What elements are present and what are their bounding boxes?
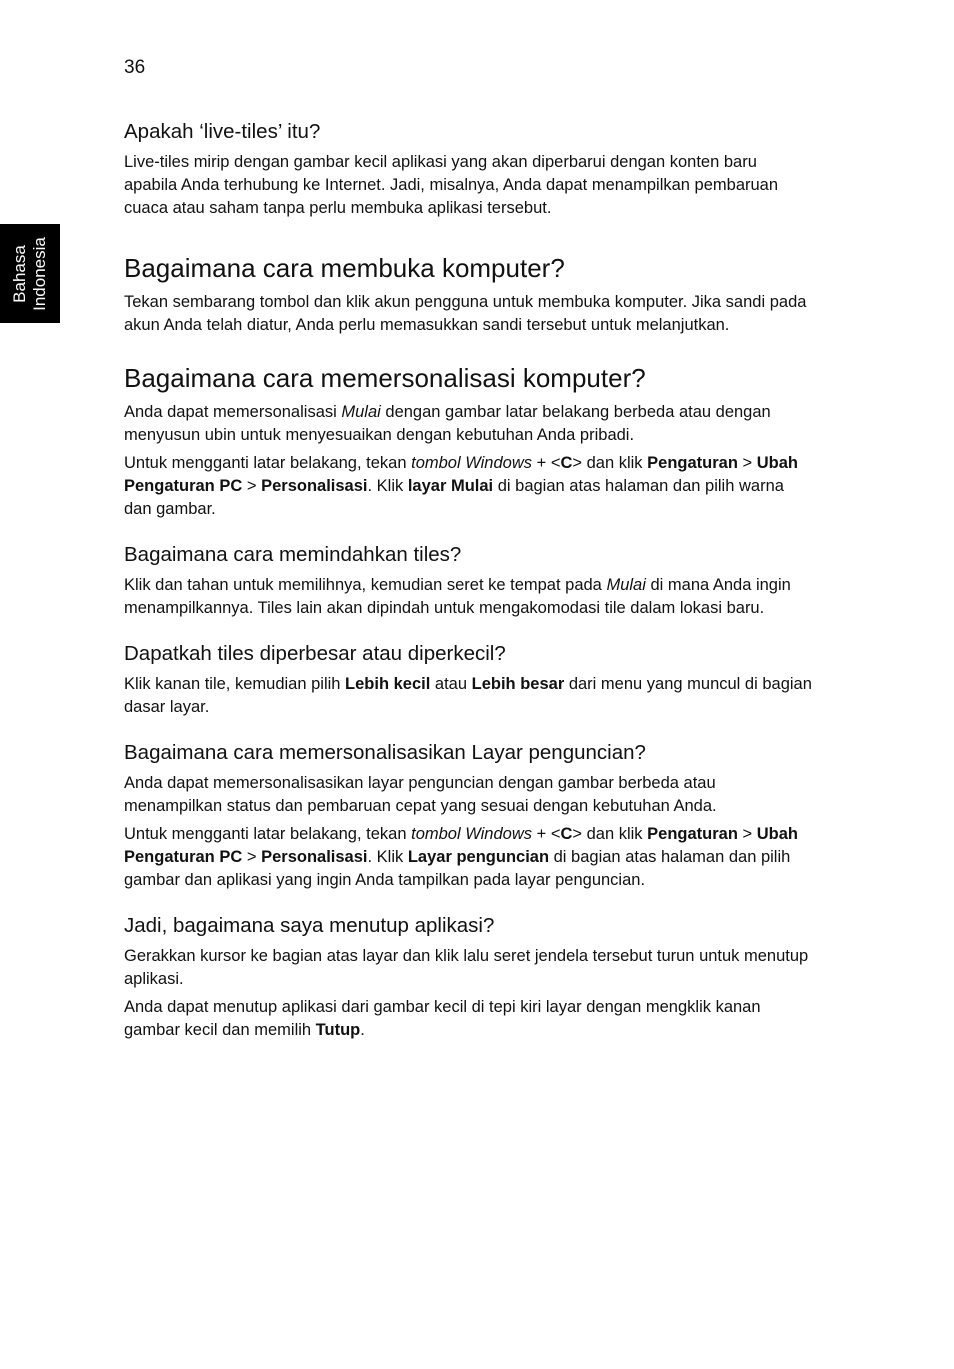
section-heading: Apakah ‘live-tiles’ itu? [124,120,321,143]
text-run: Untuk mengganti latar belakang, tekan [124,825,412,843]
section-heading: Bagaimana cara memersonalisasi komputer? [124,363,646,393]
text-run: . [360,1021,365,1039]
bold-term: Ubah Pengaturan PC [124,454,798,495]
text-run: Anda dapat memersonalisasi [124,403,342,421]
section-personalize-computer [124,363,814,521]
text-run: Klik kanan tile, kemudian pilih [124,675,346,693]
paragraph [124,401,814,447]
bold-term: layar Mulai [407,477,494,495]
section-resize-tiles [124,642,814,719]
italic-term: Mulai [606,576,646,594]
text-run: . Klik [367,477,408,495]
section-move-tiles [124,543,814,620]
paragraph [124,574,814,620]
language-tab-label [10,237,50,311]
paragraph: Live-tiles mirip dengan gambar kecil aplikasi yang akan diperbarui dengan konten baru apabila Anda terhubung ke Internet. Jadi, misalnya, Anda dapat menampilkan pembaruan cuaca atau saham tanpa perlu membuka aplikasi tersebut. [124,153,779,217]
section-heading: Bagaimana cara memindahkan tiles? [124,543,462,566]
bold-term: Tutup [315,1021,361,1039]
text-run: Klik dan tahan untuk memilihnya, kemudian seret ke tempat pada [124,576,607,594]
section-live-tiles [124,120,814,220]
bold-term: Pengaturan [647,454,738,472]
text-run: > dan klik [572,825,648,843]
bold-term: Pengaturan [647,825,738,843]
text-run: di mana Anda ingin menampilkannya. Tiles lain akan dipindah untuk mengakomodasi tile dalam lokasi baru. [124,576,791,617]
text-run: > [737,825,757,843]
text-run: + < [532,454,561,472]
paragraph [124,452,814,521]
text-run: > dan klik [572,454,648,472]
section-heading: Jadi, bagaimana saya menutup aplikasi? [124,914,495,937]
bold-term: Lebih besar [471,675,565,693]
bold-term: Personalisasi [261,848,368,866]
section-personalize-lock-screen [124,741,814,892]
bold-term: Ubah Pengaturan PC [124,825,798,866]
text-run: Anda dapat menutup aplikasi dari gambar kecil di tepi kiri layar dengan mengklik kanan gambar kecil dan memilih [124,998,761,1039]
page-number: 36 [124,57,146,78]
paragraph [124,673,814,719]
language-tab-line2: Indonesia [30,236,49,311]
text-run: > [242,477,262,495]
text-run: dari menu yang muncul di bagian dasar layar. [124,675,812,716]
bold-term: C [560,825,573,843]
text-run: atau [430,675,472,693]
bold-term: Lebih kecil [345,675,431,693]
paragraph: Gerakkan kursor ke bagian atas layar dan klik lalu seret jendela tersebut turun untuk menutup aplikasi. [124,947,809,988]
text-run: . Klik [367,848,408,866]
section-close-apps [124,914,814,1042]
language-tab-line1: Bahasa [10,244,29,303]
text-run: dengan gambar latar belakang berbeda atau dengan menyusun ubin untuk menyesuaikan dengan kebutuhan Anda pribadi. [124,403,771,444]
paragraph: Tekan sembarang tombol dan klik akun pengguna untuk membuka komputer. Jika sandi pada akun Anda telah diatur, Anda perlu memasukkan sandi tersebut untuk melanjutkan. [124,293,807,334]
bold-term: C [560,454,573,472]
paragraph: Anda dapat memersonalisasikan layar penguncian dengan gambar berbeda atau menampilkan status dan pembaruan cepat yang sesuai dengan kebutuhan Anda. [124,774,717,815]
italic-term: Mulai [341,403,381,421]
text-run: di bagian atas halaman dan pilih gambar dan aplikasi yang ingin Anda tampilkan pada layar penguncian. [124,848,791,889]
text-run: + < [532,825,561,843]
section-heading: Bagaimana cara membuka komputer? [124,253,565,283]
text-run: > [242,848,262,866]
page-content [124,120,814,1042]
text-run: > [737,454,757,472]
bold-term: Personalisasi [261,477,368,495]
language-side-tab [0,224,60,323]
paragraph [124,823,814,892]
italic-term: tombol Windows [411,825,533,843]
bold-term: Layar penguncian [407,848,550,866]
section-heading: Dapatkah tiles diperbesar atau diperkecil? [124,642,506,665]
section-heading: Bagaimana cara memersonalisasikan Layar penguncian? [124,741,646,764]
section-open-computer [124,253,814,337]
paragraph [124,996,814,1042]
text-run: Untuk mengganti latar belakang, tekan [124,454,412,472]
text-run: di bagian atas halaman dan pilih warna dan gambar. [124,477,784,518]
italic-term: tombol Windows [411,454,533,472]
